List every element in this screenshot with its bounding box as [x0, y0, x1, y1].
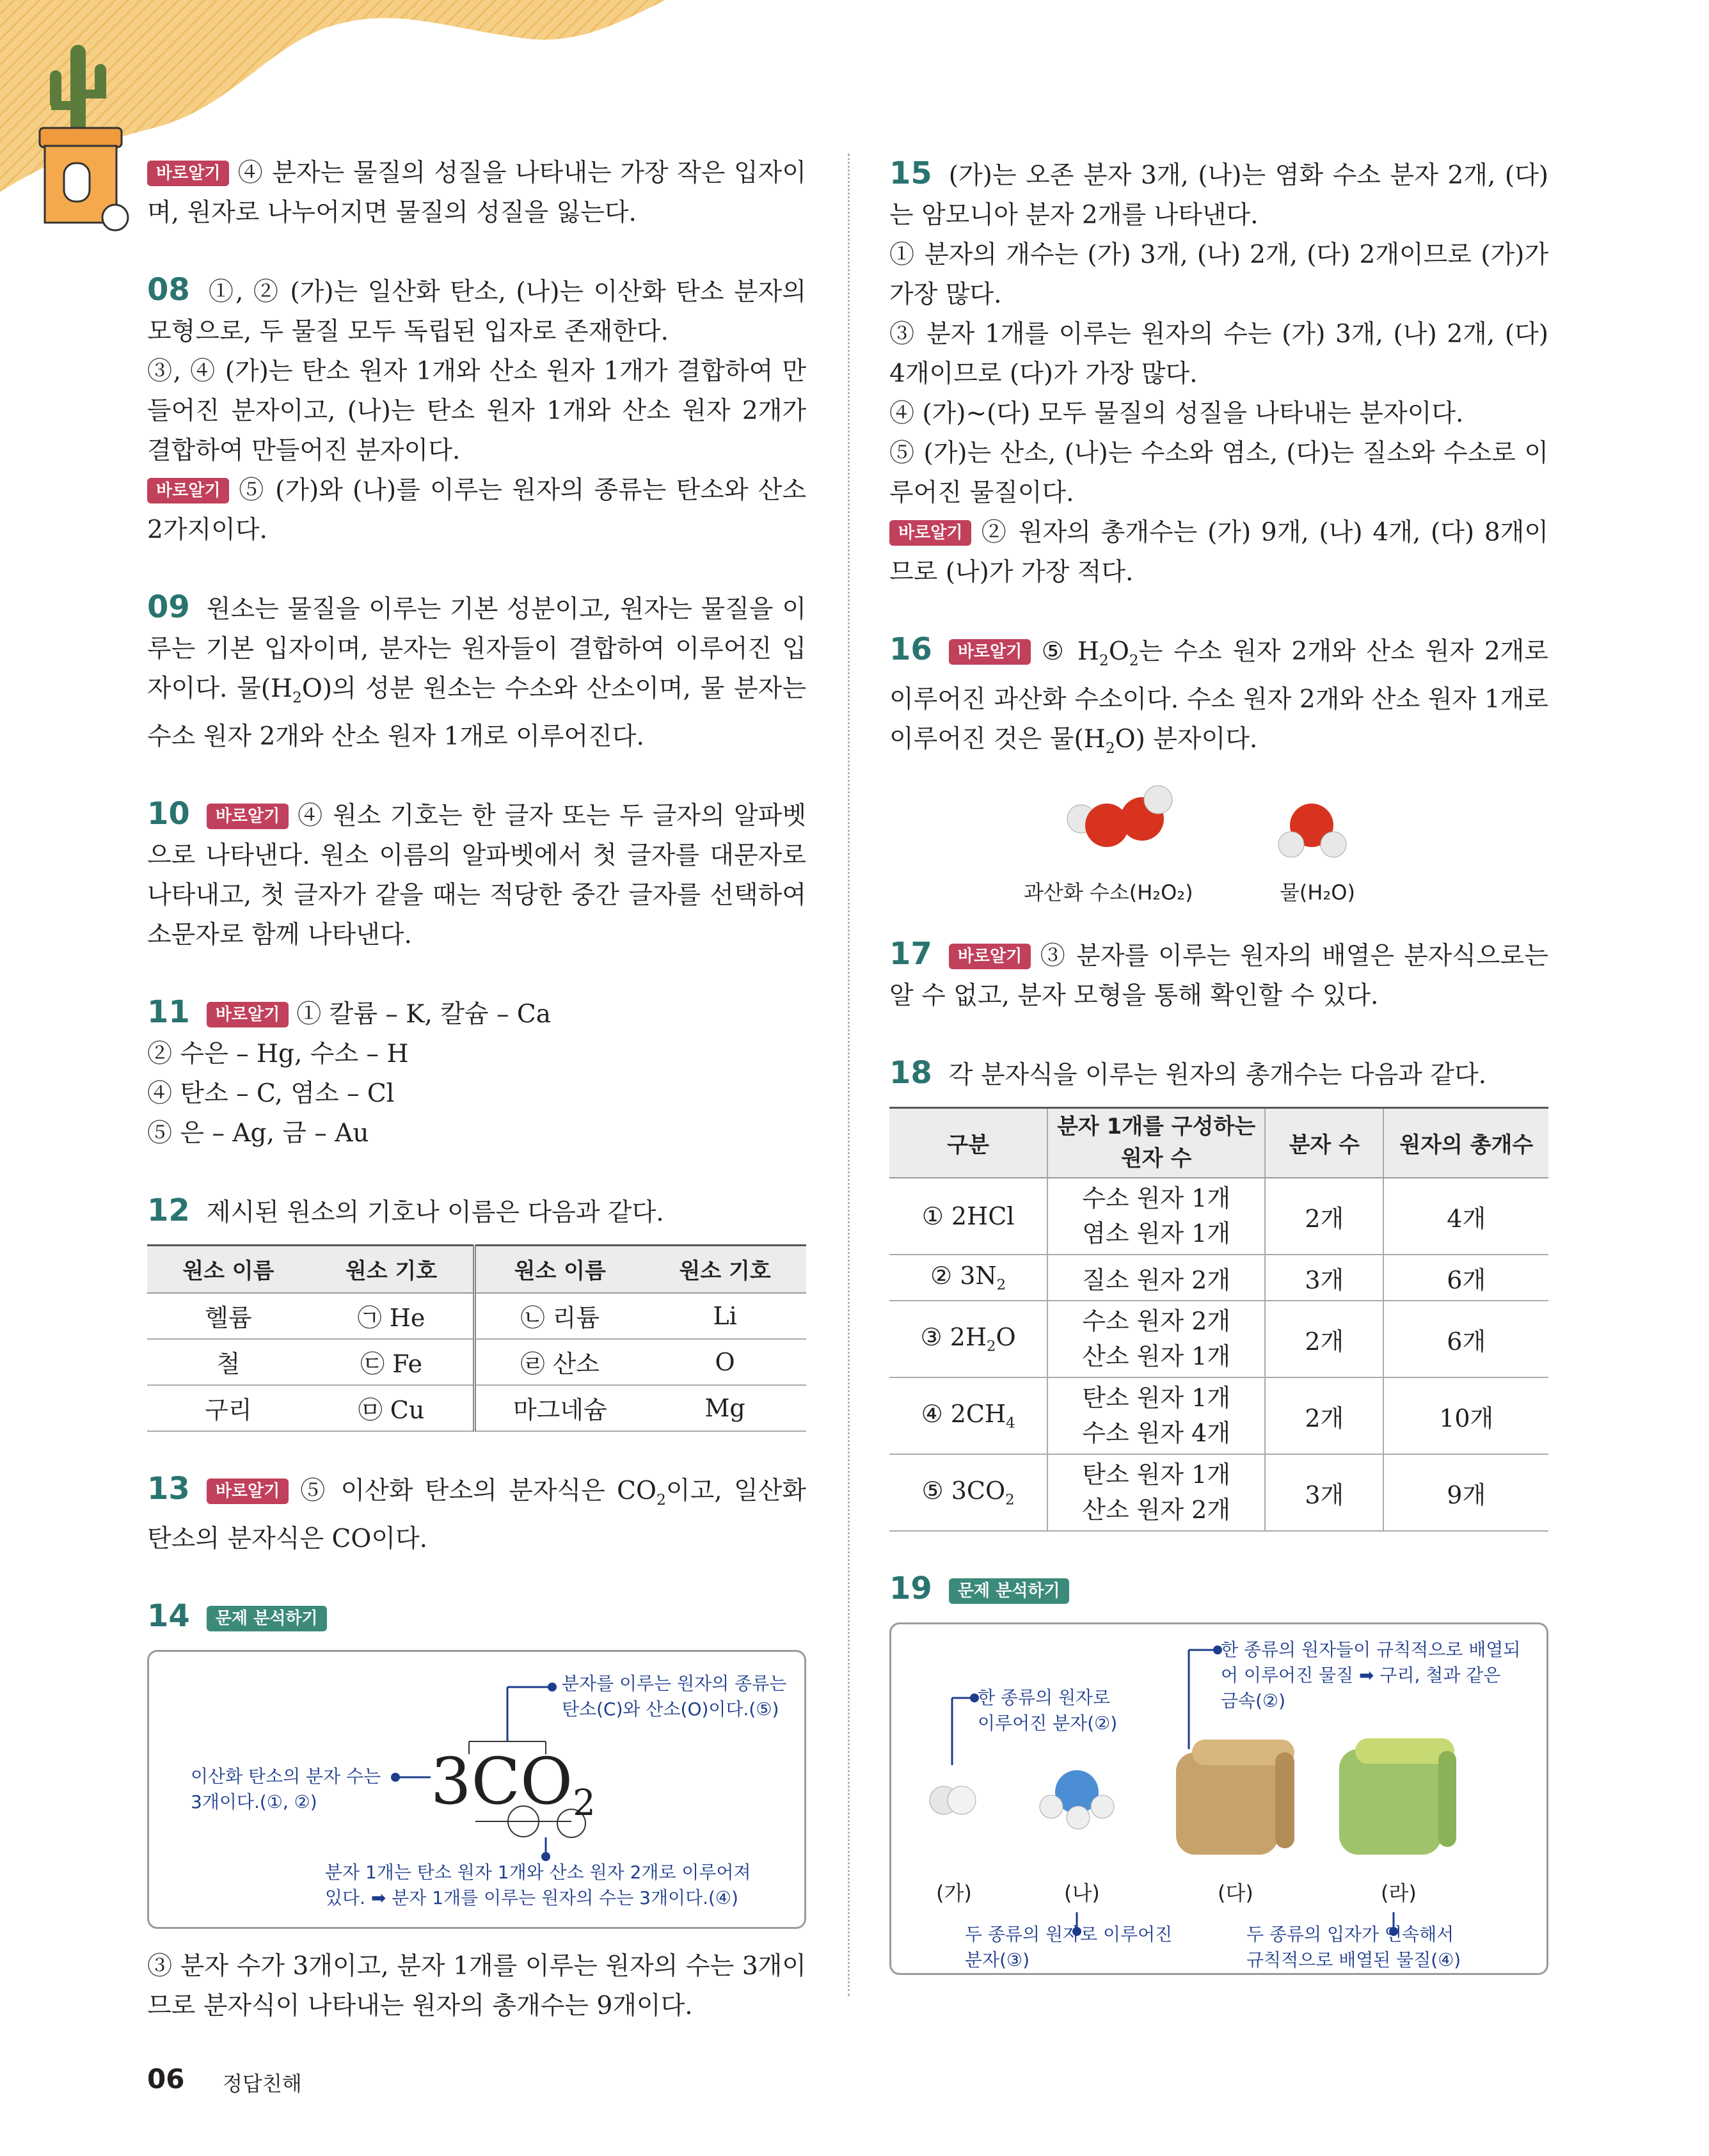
caption-h2o: 물(H₂O) — [1280, 880, 1355, 905]
question-number: 11 — [147, 994, 190, 1030]
label-molecule-count: 이산화 탄소의 분자 수는 — [191, 1765, 381, 1787]
answer-12: 12 제시된 원소의 기호나 이름은 다음과 같다. 원소 이름 원소 기호 원소 이름 원소 기호 헬륨 ㉠ He ㉡ 리튬 Li 철 ㉢ Fe ㉣ 산소 O 구리 ㉤ Cu 마그네슘 Mg — [147, 1191, 806, 1432]
barolgi-badge: 바로알기 — [949, 639, 1031, 665]
answer-15: 15 (가)는 오존 분자 3개, (나)는 염화 수소 분자 2개, (다)는 암모니아 분자 2개를 나타낸다. ① 분자의 개수는 (가) 3개, (나) 2개, (다) 2개이므로 (가)가 가장 많다. ③ 분자 1개를 이루는 원자의 수는 (가) 3개, (나) 2개, (다) 4개이므로 (다)가 가장 많다. ④ (가)~(다) 모두 물질의 성질을 나타내는 분자이다. ⑤ (가)는 산소, (나)는 수소와 염소, (다)는 질소와 수소로 이루어진 물질이다. 바로알기 ② 원자의 총개수는 (가) 9개, (나) 4개, (다) 8개이므로 (나)가 가장 적다. — [889, 155, 1548, 587]
question-number: 16 — [889, 631, 932, 667]
molecule-model-images — [889, 774, 1548, 876]
question-number: 09 — [147, 589, 190, 625]
label-na: (나) — [1064, 1881, 1100, 1906]
answer-10: 10 바로알기 ④ 원소 기호는 한 글자 또는 두 글자의 알파벳으로 나타낸다. 원소 이름의 알파벳에서 첫 글자를 대문자로 나타내고, 첫 글자가 같을 때는 적당한 중간 글자를 선택하여 소문자로 함께 나타낸다. — [147, 795, 806, 949]
label-metal: 한 종류의 원자들이 규칙적으로 배열되 — [1221, 1639, 1521, 1661]
answer-11: 11 바로알기 ① 칼륨 – K, 칼슘 – Ca ② 수은 – Hg, 수소 – H ④ 탄소 – C, 염소 – Cl ⑤ 은 – Ag, 금 – Au — [147, 994, 551, 1148]
barolgi-badge: 바로알기 — [147, 478, 229, 503]
table-row: 헬륨 ㉠ He ㉡ 리튬 Li — [147, 1293, 806, 1339]
table-row: ④ $2CH_4$ 탄소 원자 1개 수소 원자 4개 2개 10개 — [889, 1377, 1548, 1454]
caption-h2o2: 과산화 수소(H₂O₂) — [1024, 880, 1193, 905]
right-column — [889, 154, 1548, 1975]
column-divider — [848, 154, 850, 1996]
question-number: 14 — [147, 1597, 190, 1634]
label-ra: (라) — [1381, 1881, 1417, 1906]
footer-title: 정답친해 — [223, 2072, 302, 2096]
munje-badge: 문제 분석하기 — [207, 1606, 327, 1631]
formula-3co2: 3CO2 — [431, 1743, 596, 1824]
question-number: 15 — [889, 155, 932, 191]
answer-13: 13 바로알기 ⑤ 이산화 탄소의 분자식은 $CO_2$이고, 일산화 탄소의 분자식은 CO이다. — [147, 1470, 806, 1553]
table-row: 구리 ㉤ Cu 마그네슘 Mg — [147, 1385, 806, 1431]
label-ionic: 두 종류의 입자가 연속해서 — [1246, 1924, 1454, 1946]
atom-count-table: 구분 분자 1개를 구성하는 원자 수 분자 수 원자의 총개수 ① 2HCl 수소 원자 1개 염소 원자 1개 2개 4개 ② $3N_2$ 질소 원자 2개 3개 6개 ③ $2H_2O$ 수소 원자 2개 산소 원자 1개 2개 6개 ④ $2CH_4$ 탄소 원자 1개 수소 원자 4개 2개 10개 ⑤ $3CO_2$ 탄소 원자 1개 산소 원자 2개 3개 9개 — [889, 1107, 1548, 1532]
label-atoms-per-molecule: 분자 1개는 탄소 원자 1개와 산소 원자 2개로 이루어져 — [325, 1861, 751, 1883]
question-number: 18 — [889, 1054, 932, 1091]
barolgi-badge: 바로알기 — [207, 1002, 289, 1027]
label-da: (다) — [1218, 1881, 1253, 1906]
question-number: 17 — [889, 935, 932, 972]
munje-badge: 문제 분석하기 — [949, 1578, 1069, 1604]
table-row: 철 ㉢ Fe ㉣ 산소 O — [147, 1339, 806, 1385]
molecule-models — [889, 768, 1548, 915]
barolgi-badge: 바로알기 — [147, 161, 229, 186]
answer-14: 14 문제 분석하기 분자를 이루는 원자의 종류는 탄소(C)와 산소(O)이다.(⑤) 이산화 탄소의 분자 수는 3개이다.(①, ②) 3CO2 분자 1개는 탄소 원자 1개와 산소 원자 2개로 이루어져 있다. ➡ 분자 1개를 이루는 원자의 수는 3개이다.(④) ③ 분자 수가 3개이고, 분자 1개를 이루는 원자의 수는 3개이므로 분자식이 나타내는 원자의 총개수는 9개이다. — [147, 1596, 806, 2026]
answer-08: 08 ①, ② (가)는 일산화 탄소, (나)는 이산화 탄소 분자의 모형으로, 두 물질 모두 독립된 입자로 존재한다. ③, ④ (가)는 탄소 원자 1개와 산소 원자 1개가 결합하여 만들어진 분자이고, (나)는 탄소 원자 1개와 산소 원자 2개가 결합하여 만들어진 분자이다. 바로알기 ⑤ (가)와 (나)를 이루는 원자의 종류는 탄소와 산소 2가지이다. — [147, 272, 806, 544]
question-number: 13 — [147, 1470, 190, 1507]
barolgi-badge: 바로알기 — [207, 1478, 289, 1504]
question-number: 10 — [147, 795, 190, 832]
answer-18: 18 각 분자식을 이루는 원자의 총개수는 다음과 같다. 구분 분자 1개를 구성하는 원자 수 분자 수 원자의 총개수 ① 2HCl 수소 원자 1개 염소 원자 1개 2개 4개 ② $3N_2$ 질소 원자 2개 3개 6개 ③ $2H_2O$ 수소 원자 2개 산소 원자 1개 2개 6개 ④ $2CH_4$ 탄소 원자 1개 수소 원자 4개 2개 10개 ⑤ $3CO_2$ 탄소 원자 1개 산소 원자 2개 3개 9개 — [889, 1053, 1548, 1532]
ionic-lattice — [1339, 1738, 1456, 1855]
metal-lattice — [1176, 1740, 1294, 1855]
question-number: 08 — [147, 272, 190, 308]
left-column — [147, 154, 806, 2026]
answer-07-tail: 바로알기 ④ 분자는 물질의 성질을 나타내는 가장 작은 입자이며, 원자로 나누어지면 물질의 성질을 잃는다. — [147, 159, 806, 227]
particle-diagram: 한 종류의 원자들이 규칙적으로 배열되 어 이루어진 물질 ➡ 구리, 철과 같은 금속(②) 한 종류의 원자로 이루어진 분자(②) (가) (나) (다) (라) 두 종류의 원자로 이루어진 분자(③) 두 종류의 입자가 연속해서 규칙적으로 배열된 물질(④) — [889, 1622, 1548, 1975]
table-row: ③ $2H_2O$ 수소 원자 2개 산소 원자 1개 2개 6개 — [889, 1301, 1548, 1377]
barolgi-badge: 바로알기 — [207, 804, 289, 829]
answer-16: 16 바로알기 ⑤ $H_2O_2$는 수소 원자 2개와 산소 원자 2개로 이루어진 과산화 수소이다. 수소 원자 2개와 산소 원자 1개로 이루어진 것은 물$(H_2O)$ 분자이다. 과산화 수소(H₂O₂) 물(H₂O) — [889, 630, 1548, 915]
barolgi-badge: 바로알기 — [949, 944, 1031, 969]
table-row: ② $3N_2$ 질소 원자 2개 3개 6개 — [889, 1255, 1548, 1301]
label-atom-kinds: 분자를 이루는 원자의 종류는 — [562, 1672, 787, 1694]
answer-17: 17 바로알기 ③ 분자를 이루는 원자의 배열은 분자식으로는 알 수 없고, 분자 모형을 통해 확인할 수 있다. — [889, 935, 1548, 1010]
label-single-element-molecule: 한 종류의 원자로 — [978, 1687, 1111, 1709]
question-number: 12 — [147, 1192, 190, 1228]
label-ga: (가) — [936, 1881, 972, 1906]
table-row: ① 2HCl 수소 원자 1개 염소 원자 1개 2개 4개 — [889, 1178, 1548, 1255]
element-table: 원소 이름 원소 기호 원소 이름 원소 기호 헬륨 ㉠ He ㉡ 리튬 Li 철 ㉢ Fe ㉣ 산소 O 구리 ㉤ Cu 마그네슘 Mg — [147, 1244, 806, 1432]
label-two-element-molecule: 두 종류의 원자로 이루어진 — [965, 1924, 1173, 1946]
answer-09: 09 원소는 물질을 이루는 기본 성분이고, 원자는 물질을 이루는 기본 입자이며, 분자는 원자들이 결합하여 이루어진 입자이다. 물$(H_2O)$의 성분 원소는 수소와 산소이며, 물 분자는 수소 원자 2개와 산소 원자 1개로 이루어진다. — [147, 589, 806, 751]
answer-19 — [889, 1569, 1548, 1975]
barolgi-badge: 바로알기 — [889, 520, 971, 546]
formula-diagram: 분자를 이루는 원자의 종류는 탄소(C)와 산소(O)이다.(⑤) 이산화 탄소의 분자 수는 3개이다.(①, ②) 3CO2 분자 1개는 탄소 원자 1개와 산소 원자 2개로 이루어져 있다. ➡ 분자 1개를 이루는 원자의 수는 3개이다.(④) — [147, 1650, 806, 1929]
table-row: ⑤ $3CO_2$ 탄소 원자 1개 산소 원자 2개 3개 9개 — [889, 1454, 1548, 1531]
question-number: 19 — [889, 1571, 932, 1607]
page-number: 06 — [147, 2063, 185, 2095]
